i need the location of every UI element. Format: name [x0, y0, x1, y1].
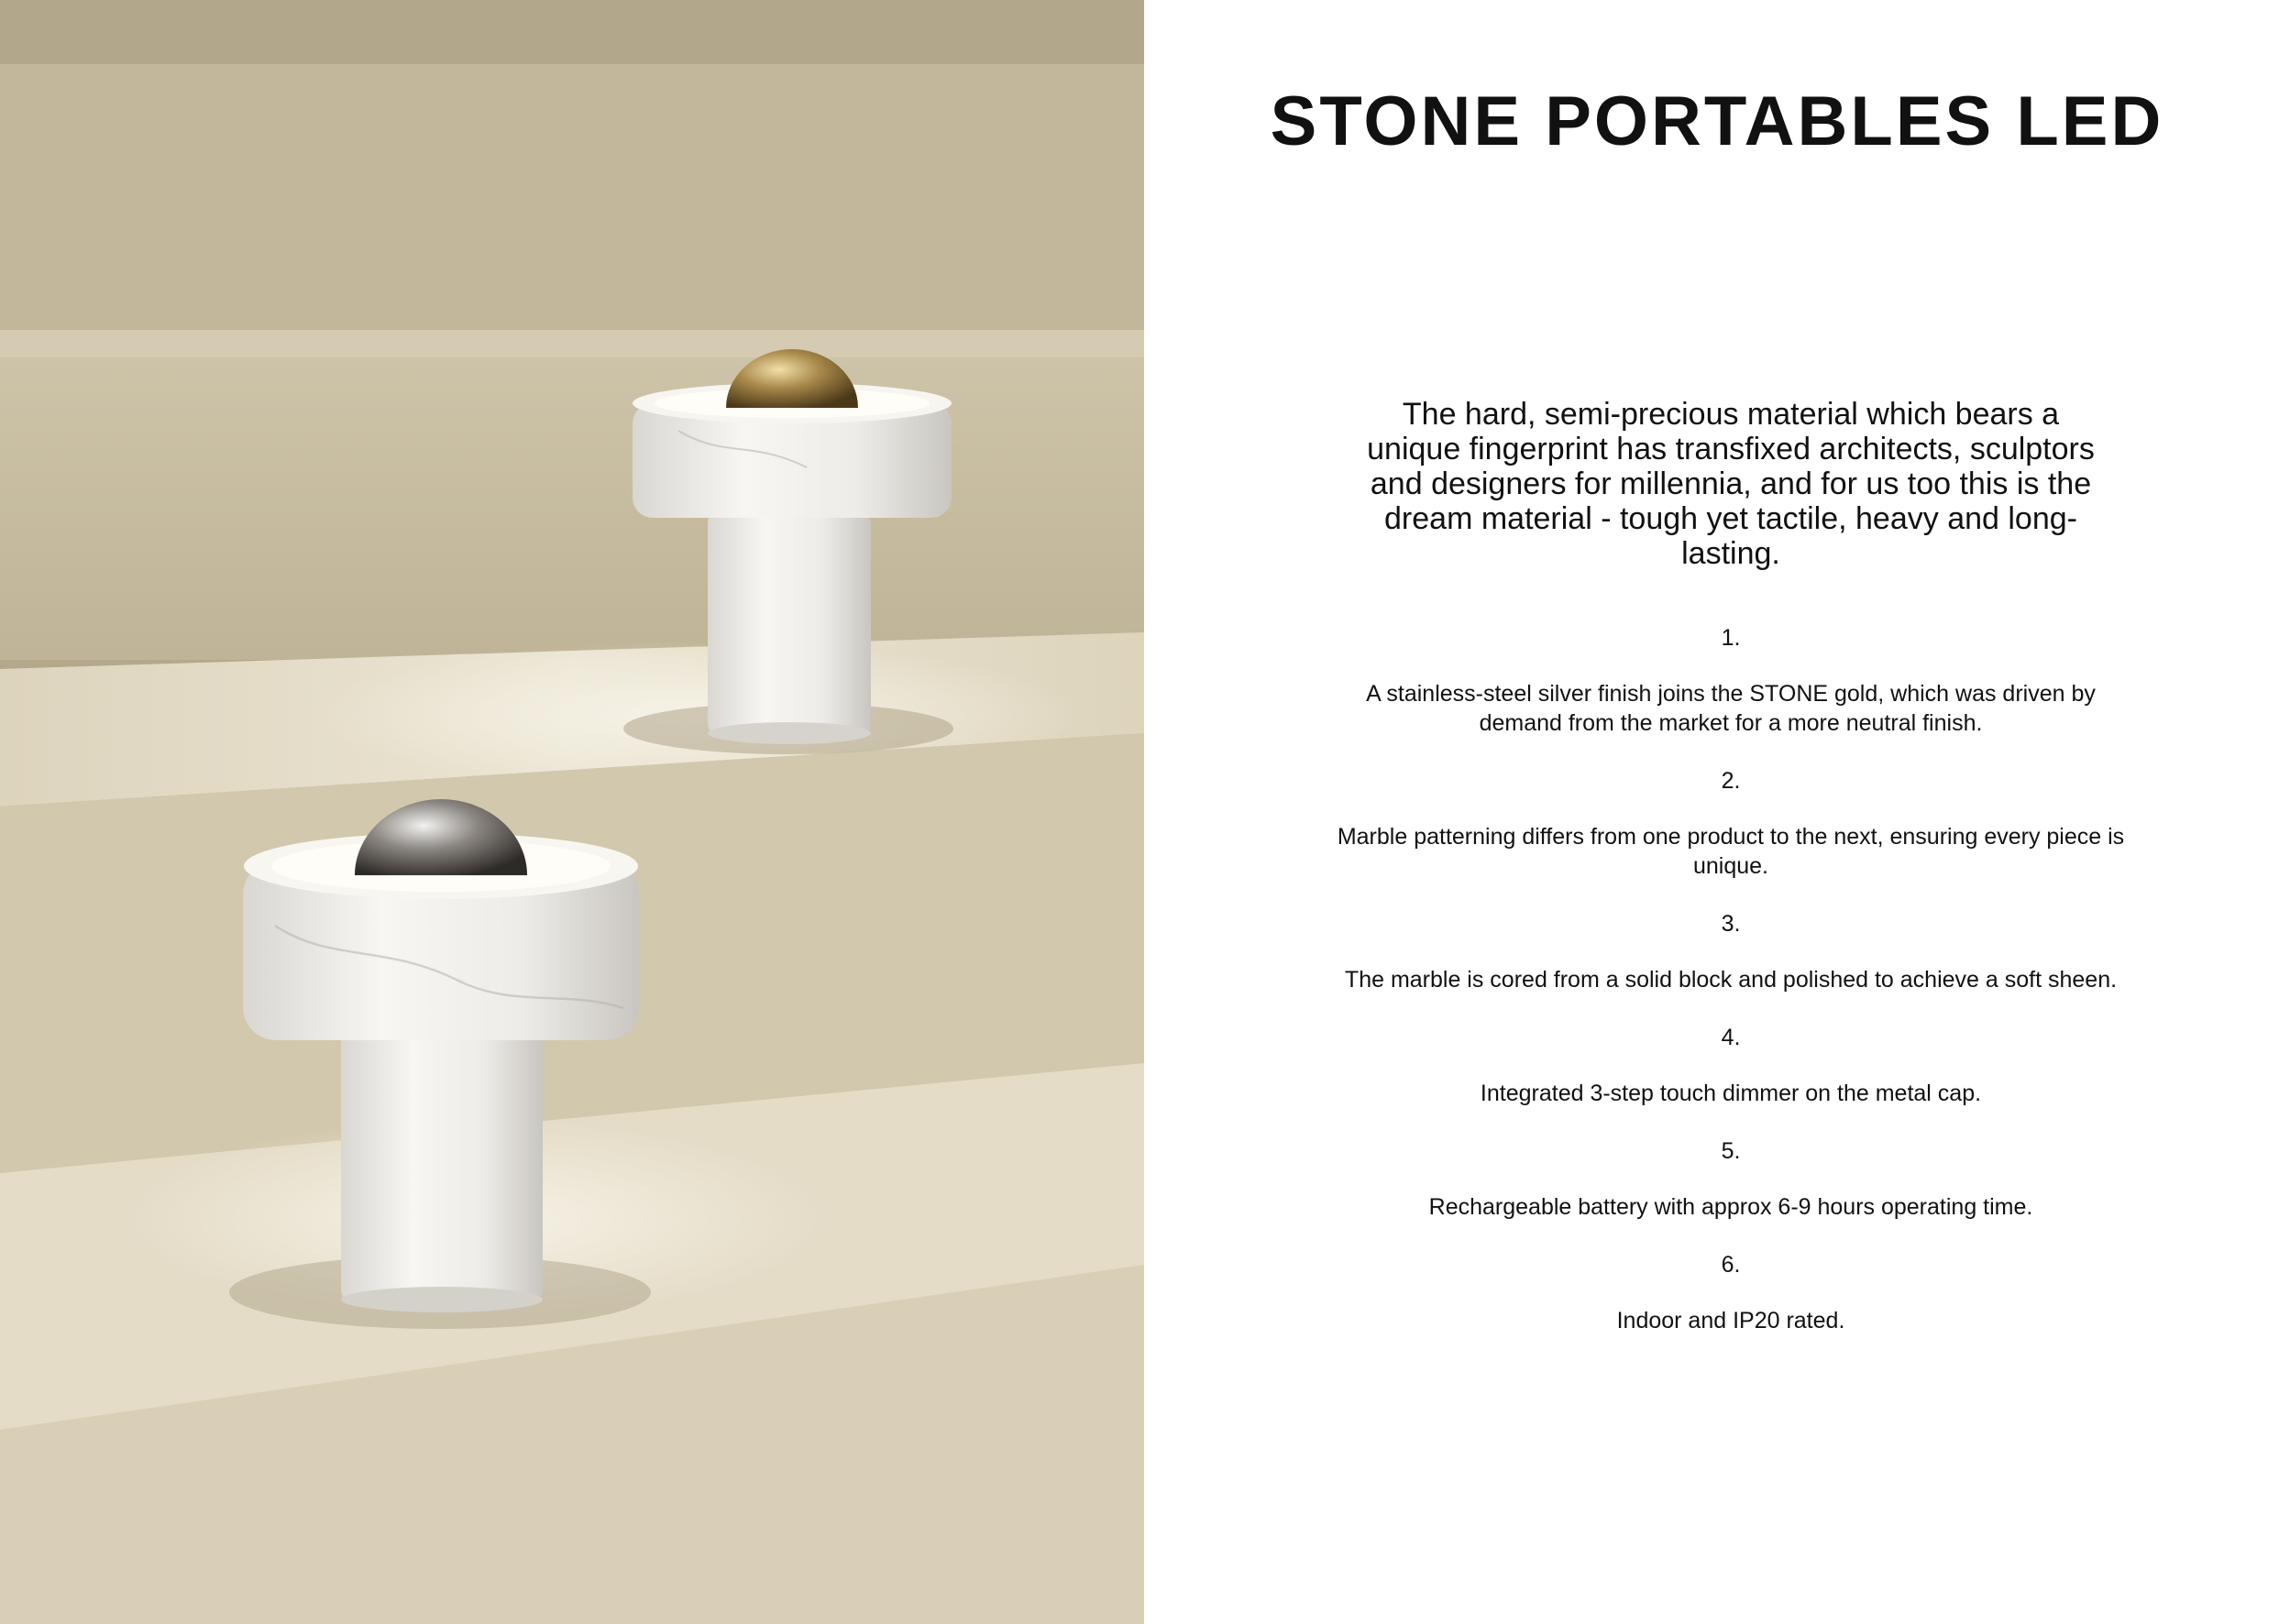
- feature-list: [1327, 623, 2134, 1364]
- product-photo-stone-lamps-on-steps: [0, 0, 1144, 1624]
- photo-illustration: [0, 0, 1144, 1624]
- feature-text: Marble patterning differs from one product to the next, ensuring every piece is unique.: [1337, 824, 2125, 879]
- feature-text: Integrated 3-step touch dimmer on the metal cap.: [1480, 1081, 1982, 1106]
- feature-item: [1327, 1136, 2134, 1222]
- feature-number: 1.: [1721, 625, 1741, 651]
- page-title: STONE PORTABLES LED: [1270, 82, 2164, 160]
- feature-item: [1327, 623, 2134, 738]
- feature-text: A stainless-steel silver finish joins the STONE gold, which was driven by demand from the market for a more neutral finish.: [1366, 681, 2096, 736]
- feature-item: [1327, 766, 2134, 881]
- intro-paragraph: The hard, semi-precious material which bears a unique fingerprint has transfixed architects, sculptors and designers for millennia, and for us too this is the dream material - tough yet tactile, heavy and long-lasting.: [1367, 397, 2095, 571]
- product-text-panel: [1144, 0, 2290, 1624]
- feature-number: 5.: [1721, 1138, 1741, 1164]
- feature-number: 4.: [1721, 1025, 1741, 1050]
- feature-number: 2.: [1721, 768, 1741, 794]
- feature-item: [1327, 1250, 2134, 1335]
- feature-item: [1327, 909, 2134, 994]
- feature-text: The marble is cored from a solid block and polished to achieve a soft sheen.: [1344, 967, 2118, 993]
- feature-number: 3.: [1721, 911, 1741, 937]
- feature-text: Rechargeable battery with approx 6-9 hours operating time.: [1428, 1194, 2033, 1220]
- feature-number: 6.: [1721, 1252, 1741, 1278]
- feature-text: Indoor and IP20 rated.: [1616, 1308, 1845, 1333]
- feature-item: [1327, 1023, 2134, 1108]
